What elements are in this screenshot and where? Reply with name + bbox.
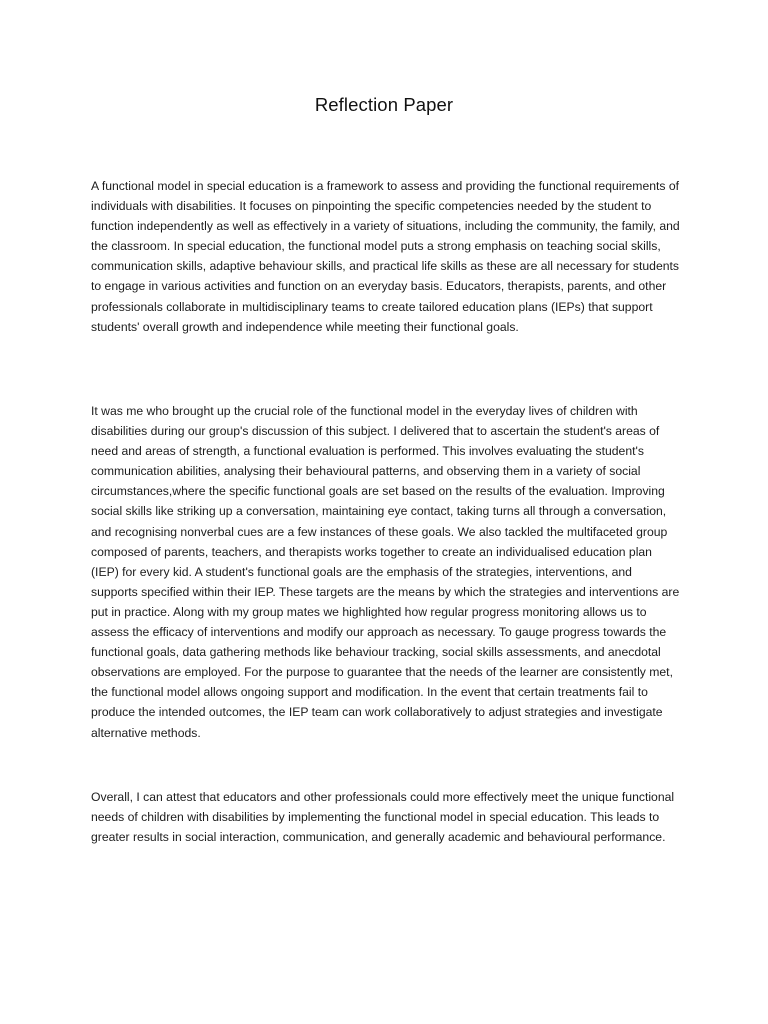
- paragraph-conclusion: Overall, I can attest that educators and other professionals could more effectively meet the unique functional needs of children with disabilities by implementing the functional model in special education. This leads to greater results in social interaction, communication, and generally academic and behavioural performance.: [91, 790, 675, 845]
- document-title: Reflection Paper: [314, 94, 454, 115]
- paragraph-discussion: It was me who brought up the crucial role of the functional model in the everyday lives of children with disabilities during our group's discussion of this subject. I delivered that to ascertain the student's areas of need and areas of strength, a functional evaluation is performed. This involves evaluating the student's communication abilities, analysing their behavioural patterns, and observing them in a variety of social circumstances,where the specific functional goals are set based on the results of the evaluation. Improving social skills like striking up a conversation, maintaining eye contact, taking turns all through a conversation, and recognising nonverbal cues are a few instances of these goals. We also tackled the multifaceted group composed of parents, teachers, and therapists works together to create an individualised education plan (IEP) for every kid. A student's functional goals are the emphasis of the strategies, interventions, and supports specified within their IEP. These targets are the means by which the strategies and interventions are put in practice. Along with my group mates we highlighted how regular progress monitoring allows us to assess the efficacy of interventions and modify our approach as necessary. To gauge progress towards the functional goals, data gathering methods like behaviour tracking, social skills assessments, and anecdotal observations are employed. For the purpose to guarantee that the needs of the learner are consistently met, the functional model allows ongoing support and modification. In the event that certain treatments fail to produce the intended outcomes, the IEP team can work collaboratively to adjust strategies and investigate alternative methods.: [91, 404, 680, 740]
- paragraph-intro: A functional model in special education is a framework to assess and providing the functional requirements of individuals with disabilities. It focuses on pinpointing the specific competencies needed by the student to function independently as well as effectively in a variety of situations, including the community, the family, and the classroom. In special education, the functional model puts a strong emphasis on teaching social skills, communication skills, adaptive behaviour skills, and practical life skills as these are all necessary for students to engage in various activities and function on an everyday basis. Educators, therapists, parents, and other professionals collaborate in multidisciplinary teams to create tailored education plans (IEPs) that support students' overall growth and independence while meeting their functional goals.: [91, 179, 680, 334]
